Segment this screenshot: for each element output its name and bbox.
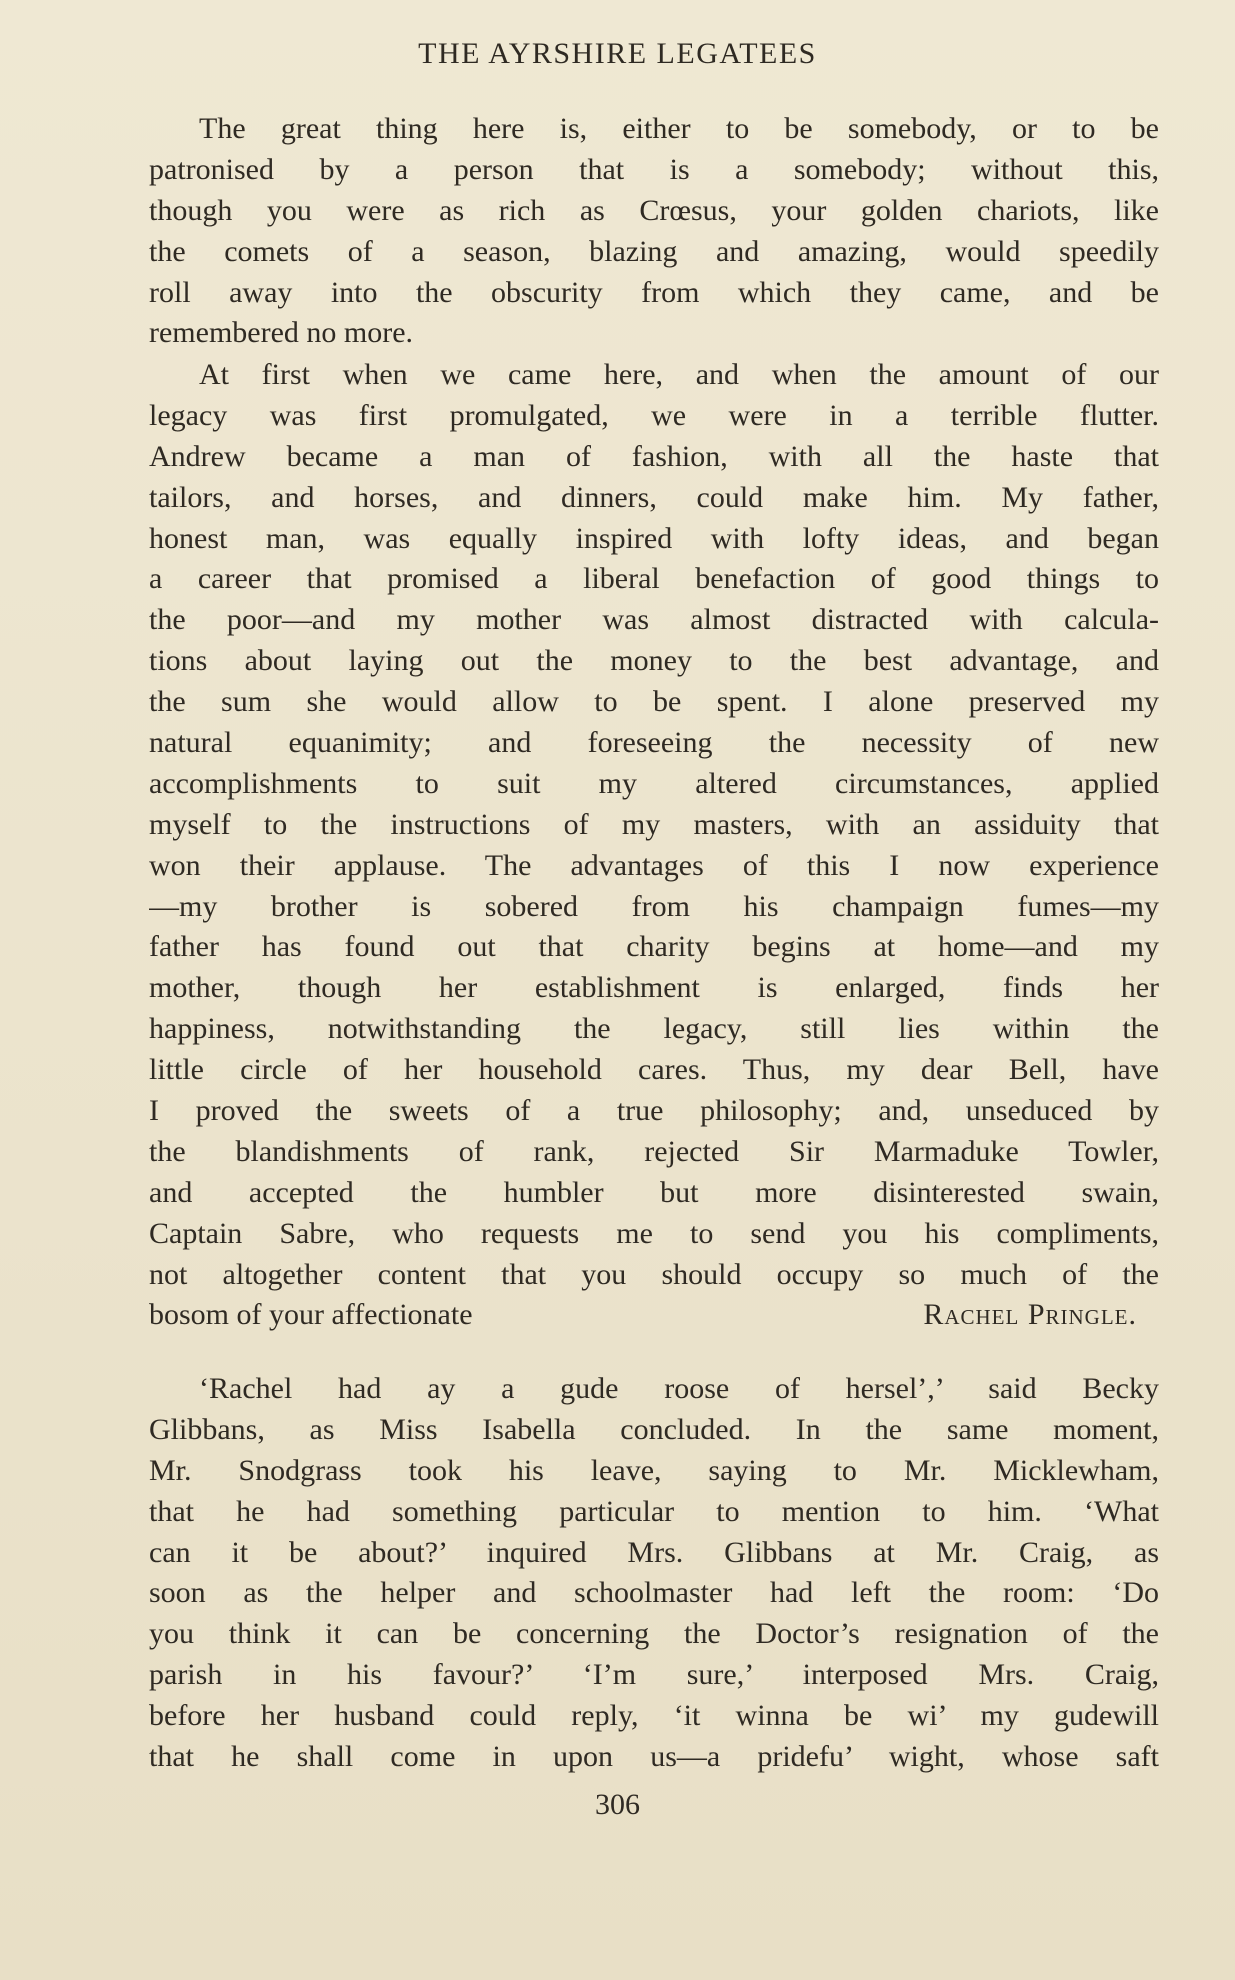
text-line: At first when we came here, and when the amount of our: [199, 358, 1159, 391]
text-line: Glibbans, as Miss Isabella concluded. In the same moment,: [149, 1412, 1159, 1446]
page-number: 306: [595, 1788, 640, 1821]
signature: Rachel Pringle.: [923, 1298, 1137, 1332]
text-line: and accepted the humbler but more disinterested swain,: [149, 1175, 1159, 1209]
text-line: father has found out that charity begins at home—and my: [149, 930, 1159, 964]
text-line: before her husband could reply, ‘it winna be wi’ my gudewill: [149, 1699, 1159, 1733]
text-line: ‘Rachel had ay a gude roose of hersel’,’ said Becky: [199, 1372, 1159, 1405]
paragraph-1: [149, 109, 1159, 354]
letter-signoff: [149, 1295, 1159, 1336]
text-line: Captain Sabre, who requests me to send you his compliments,: [149, 1216, 1159, 1250]
text-line: natural equanimity; and foreseeing the necessity of new: [149, 726, 1159, 760]
text-line: Mr. Snodgrass took his leave, saying to Mr. Micklewham,: [149, 1453, 1159, 1487]
paragraph-2: [149, 355, 1159, 1336]
text-line: the blandishments of rank, rejected Sir Marmaduke Towler,: [149, 1134, 1159, 1168]
text-line: I proved the sweets of a true philosophy; and, unseduced by: [149, 1094, 1159, 1128]
text-line: Andrew became a man of fashion, with all the haste that: [149, 439, 1159, 473]
text-line: won their applause. The advantages of this I now experience: [149, 848, 1159, 882]
text-line: can it be about?’ inquired Mrs. Glibbans at Mr. Craig, as: [149, 1535, 1159, 1569]
text-line: the comets of a season, blazing and amazing, would speedily: [149, 234, 1159, 268]
text-line: you think it can be concerning the Doctor’s resignation of the: [149, 1617, 1159, 1651]
text-line: that he had something particular to mention to him. ‘What: [149, 1494, 1159, 1528]
text-line: mother, though her establishment is enlarged, finds her: [149, 971, 1159, 1005]
text-line: The great thing here is, either to be somebody, or to be: [199, 112, 1159, 145]
text-line: tions about laying out the money to the best advantage, and: [149, 644, 1159, 678]
text-line: patronised by a person that is a somebody; without this,: [149, 152, 1159, 186]
text-line: little circle of her household cares. Thus, my dear Bell, have: [149, 1053, 1159, 1087]
paragraph-3: [149, 1369, 1159, 1778]
text-line: parish in his favour?’ ‘I’m sure,’ interposed Mrs. Craig,: [149, 1658, 1159, 1692]
text-line: tailors, and horses, and dinners, could make him. My father,: [149, 480, 1159, 514]
text-line: soon as the helper and schoolmaster had left the room: ‘Do: [149, 1576, 1159, 1610]
text-line: the sum she would allow to be spent. I alone preserved my: [149, 685, 1159, 719]
text-line: the poor—and my mother was almost distracted with calcula-: [149, 603, 1159, 637]
text-line: legacy was first promulgated, we were in a terrible flutter.: [149, 398, 1159, 432]
text-line: honest man, was equally inspired with lofty ideas, and began: [149, 521, 1159, 555]
running-head: THE AYRSHIRE LEGATEES: [418, 37, 817, 70]
text-line: that he shall come in upon us—a pridefu’ wight, whose saft: [149, 1740, 1159, 1774]
text-line: a career that promised a liberal benefaction of good things to: [149, 562, 1159, 596]
text-line: happiness, notwithstanding the legacy, still lies within the: [149, 1012, 1159, 1046]
text-line: —my brother is sobered from his champaign fumes—my: [149, 889, 1159, 923]
closing-phrase: bosom of your affectionate: [149, 1298, 473, 1332]
text-line: not altogether content that you should occupy so much of the: [149, 1257, 1159, 1291]
text-line: remembered no more.: [149, 316, 414, 350]
text-line: roll away into the obscurity from which they came, and be: [149, 275, 1159, 309]
text-line: myself to the instructions of my masters, with an assiduity that: [149, 807, 1159, 841]
text-line: accomplishments to suit my altered circumstances, applied: [149, 766, 1159, 800]
text-line: though you were as rich as Crœsus, your golden chariots, like: [149, 193, 1159, 227]
